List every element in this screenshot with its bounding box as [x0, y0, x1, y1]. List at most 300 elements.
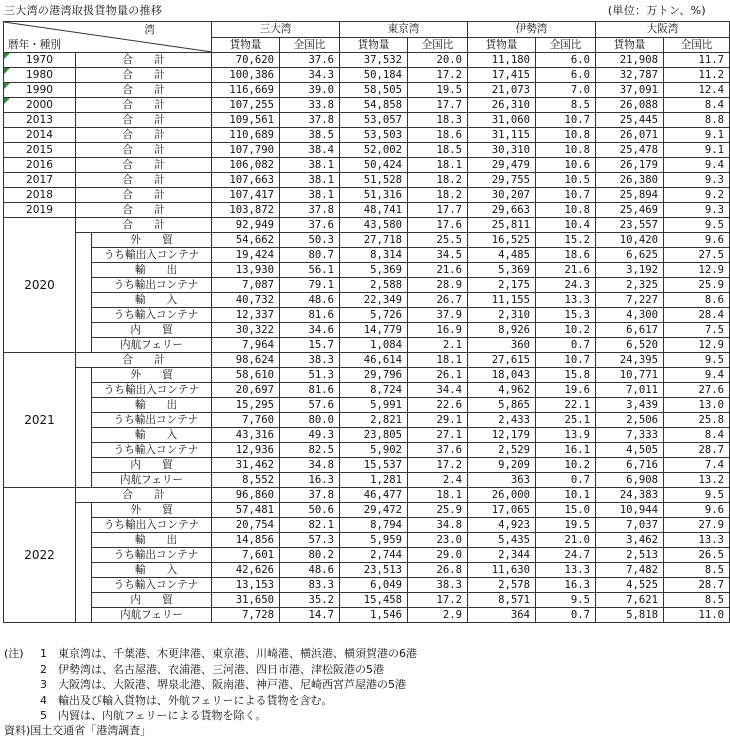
cell-share: 10.2 — [536, 323, 596, 338]
cell-volume: 7,601 — [212, 548, 280, 563]
year-cell — [4, 143, 76, 158]
table-row — [4, 98, 730, 113]
cell-share: 49.3 — [280, 428, 340, 443]
cell-volume: 20,697 — [212, 383, 280, 398]
cell-share: 25.9 — [664, 278, 730, 293]
cell-share: 8.8 — [664, 113, 730, 128]
cell-volume: 12,179 — [468, 428, 536, 443]
type-cell: 合 計 — [76, 188, 212, 203]
table-row — [4, 173, 730, 188]
type-cell: 内航フェリー — [92, 473, 212, 488]
cell-volume: 107,255 — [212, 98, 280, 113]
cell-volume: 7,964 — [212, 338, 280, 353]
cell-share: 57.3 — [280, 533, 340, 548]
source-note: 資料)国土交通省「港湾調査」 — [4, 724, 152, 737]
table-row — [4, 458, 730, 473]
cell-share: 18.6 — [408, 128, 468, 143]
cell-volume: 360 — [468, 338, 536, 353]
cell-volume: 15,295 — [212, 398, 280, 413]
cell-share: 10.8 — [536, 203, 596, 218]
cell-share: 33.8 — [280, 98, 340, 113]
indent-spacer-cell — [76, 368, 92, 488]
note-item — [4, 693, 417, 709]
cell-share: 27.1 — [408, 428, 468, 443]
cell-share: 25.8 — [664, 413, 730, 428]
cell-share: 7.0 — [536, 83, 596, 98]
cell-share: 8.4 — [664, 428, 730, 443]
cell-volume: 2,744 — [340, 548, 408, 563]
type-cell: うち輸出入コンテナ — [92, 518, 212, 533]
cell-volume: 7,728 — [212, 608, 280, 623]
cell-share: 8.5 — [664, 563, 730, 578]
cell-volume: 54,858 — [340, 98, 408, 113]
cell-volume: 15,458 — [340, 593, 408, 608]
cell-volume: 7,227 — [596, 293, 664, 308]
cell-share: 19.6 — [536, 383, 596, 398]
note-label: (注) — [4, 647, 24, 660]
type-cell: うち輸入コンテナ — [92, 308, 212, 323]
cell-share: 25.1 — [536, 413, 596, 428]
table-row — [4, 443, 730, 458]
cell-share: 16.3 — [536, 578, 596, 593]
cell-share: 34.6 — [280, 323, 340, 338]
type-cell: うち輸出コンテナ — [92, 413, 212, 428]
cell-volume: 2,175 — [468, 278, 536, 293]
cell-share: 50.3 — [280, 233, 340, 248]
cell-share: 9.2 — [664, 188, 730, 203]
year-label: 2014 — [26, 129, 53, 141]
unit-label: (単位：万トン、%) — [607, 4, 706, 17]
year-cell — [4, 128, 76, 143]
cell-share: 10.6 — [536, 158, 596, 173]
cell-share: 9.4 — [664, 158, 730, 173]
table-row — [4, 128, 730, 143]
cell-volume: 43,580 — [340, 218, 408, 233]
cell-share: 29.1 — [408, 413, 468, 428]
cell-share: 10.7 — [536, 113, 596, 128]
cell-share: 25.9 — [408, 503, 468, 518]
table-row — [4, 608, 730, 623]
cell-share: 6.0 — [536, 53, 596, 68]
cell-share: 81.6 — [280, 383, 340, 398]
cell-share: 10.4 — [536, 218, 596, 233]
cell-volume: 363 — [468, 473, 536, 488]
cell-share: 8.5 — [664, 593, 730, 608]
cell-share: 9.5 — [664, 218, 730, 233]
type-cell: 合 計 — [76, 143, 212, 158]
cell-volume: 70,620 — [212, 53, 280, 68]
type-cell: 合 計 — [76, 158, 212, 173]
cell-volume: 8,552 — [212, 473, 280, 488]
cell-share: 13.0 — [664, 398, 730, 413]
cell-volume: 26,071 — [596, 128, 664, 143]
table-row — [4, 203, 730, 218]
type-cell: 合 計 — [76, 113, 212, 128]
cell-volume: 2,506 — [596, 413, 664, 428]
cell-volume: 5,369 — [468, 263, 536, 278]
cell-share: 34.8 — [280, 458, 340, 473]
cell-share: 83.3 — [280, 578, 340, 593]
cell-share: 27.5 — [664, 248, 730, 263]
cell-volume: 17,065 — [468, 503, 536, 518]
cell-volume: 100,386 — [212, 68, 280, 83]
cell-share: 25.5 — [408, 233, 468, 248]
cell-volume: 29,663 — [468, 203, 536, 218]
year-cell — [4, 188, 76, 203]
year-label: 2019 — [26, 204, 53, 216]
cell-share: 16.3 — [280, 473, 340, 488]
cell-share: 2.1 — [408, 338, 468, 353]
type-cell: 輸 入 — [92, 293, 212, 308]
year-label: 2016 — [26, 159, 53, 171]
type-cell: 合 計 — [76, 128, 212, 143]
cell-share: 28.7 — [664, 578, 730, 593]
cell-share: 38.1 — [280, 188, 340, 203]
type-cell: 合 計 — [76, 173, 212, 188]
cell-share: 11.0 — [664, 608, 730, 623]
cell-volume: 2,513 — [596, 548, 664, 563]
cell-volume: 6,520 — [596, 338, 664, 353]
cell-volume: 31,650 — [212, 593, 280, 608]
table-row — [4, 338, 730, 353]
cell-volume: 53,057 — [340, 113, 408, 128]
cell-share: 17.7 — [408, 98, 468, 113]
year-cell — [4, 98, 76, 113]
table-row — [4, 263, 730, 278]
table-row — [4, 293, 730, 308]
type-cell: 輸 入 — [92, 428, 212, 443]
cell-share: 20.0 — [408, 53, 468, 68]
table-row — [4, 518, 730, 533]
cell-volume: 50,424 — [340, 158, 408, 173]
cell-share: 13.3 — [536, 293, 596, 308]
year-label: 2013 — [26, 114, 53, 126]
cell-volume: 25,811 — [468, 218, 536, 233]
cell-volume: 25,478 — [596, 143, 664, 158]
cell-share: 18.2 — [408, 188, 468, 203]
cell-share: 17.7 — [408, 203, 468, 218]
cell-flag-icon — [4, 53, 10, 59]
cell-volume: 1,281 — [340, 473, 408, 488]
cell-volume: 12,337 — [212, 308, 280, 323]
col-header-volume: 貨物量 — [212, 37, 280, 53]
note-text: 内貿は、内航フェリーによる貨物を除く。 — [58, 709, 267, 722]
table-row — [4, 353, 730, 368]
cell-share: 21.6 — [536, 263, 596, 278]
cell-share: 37.8 — [280, 203, 340, 218]
cell-share: 15.3 — [536, 308, 596, 323]
table-title: 三大湾の港湾取扱貨物量の推移 — [4, 4, 163, 17]
type-cell: 内 貿 — [92, 593, 212, 608]
cell-volume: 46,477 — [340, 488, 408, 503]
table-row — [4, 473, 730, 488]
col-header-share: 全国比 — [408, 37, 468, 53]
cell-volume: 48,741 — [340, 203, 408, 218]
cell-volume: 12,936 — [212, 443, 280, 458]
cell-share: 38.3 — [280, 353, 340, 368]
table-row — [4, 53, 730, 68]
type-cell: 合 計 — [76, 203, 212, 218]
cell-share: 9.4 — [664, 368, 730, 383]
cell-share: 15.0 — [536, 503, 596, 518]
cell-share: 18.1 — [408, 353, 468, 368]
cell-volume: 42,626 — [212, 563, 280, 578]
cell-share: 37.6 — [280, 218, 340, 233]
cell-volume: 3,462 — [596, 533, 664, 548]
cell-volume: 23,557 — [596, 218, 664, 233]
cell-share: 10.5 — [536, 173, 596, 188]
cell-share: 80.7 — [280, 248, 340, 263]
cell-volume: 53,503 — [340, 128, 408, 143]
cell-volume: 5,726 — [340, 308, 408, 323]
cell-share: 56.1 — [280, 263, 340, 278]
type-cell: 輸 入 — [92, 563, 212, 578]
table-row — [4, 398, 730, 413]
cell-share: 37.8 — [280, 113, 340, 128]
cell-volume: 25,894 — [596, 188, 664, 203]
cell-volume: 4,505 — [596, 443, 664, 458]
cell-share: 8.6 — [664, 293, 730, 308]
cell-volume: 6,716 — [596, 458, 664, 473]
cell-share: 34.5 — [408, 248, 468, 263]
cell-share: 9.1 — [664, 128, 730, 143]
cell-share: 21.6 — [408, 263, 468, 278]
notes-section — [4, 646, 417, 724]
cell-flag-icon — [4, 98, 10, 104]
note-text: 東京湾は、千葉港、木更津港、東京港、川崎港、横浜港、横須賀港の6港 — [58, 647, 417, 660]
cell-volume: 30,310 — [468, 143, 536, 158]
cell-volume: 4,923 — [468, 518, 536, 533]
cell-share: 48.6 — [280, 293, 340, 308]
note-text: 輸出及び輸入貨物は、外航フェリーによる貨物を含む。 — [58, 693, 333, 707]
cell-share: 7.4 — [664, 458, 730, 473]
cell-share: 19.5 — [408, 83, 468, 98]
cell-volume: 5,959 — [340, 533, 408, 548]
cell-volume: 109,561 — [212, 113, 280, 128]
note-number: 5 — [40, 709, 47, 722]
cell-volume: 8,724 — [340, 383, 408, 398]
cell-share: 9.5 — [536, 593, 596, 608]
cell-volume: 6,617 — [596, 323, 664, 338]
year-cell — [4, 68, 76, 83]
cell-volume: 8,926 — [468, 323, 536, 338]
cell-share: 28.9 — [408, 278, 468, 293]
cell-volume: 11,180 — [468, 53, 536, 68]
cell-volume: 51,528 — [340, 173, 408, 188]
cell-volume: 10,420 — [596, 233, 664, 248]
cell-share: 35.2 — [280, 593, 340, 608]
cell-share: 34.3 — [280, 68, 340, 83]
table-row — [4, 278, 730, 293]
cell-share: 12.9 — [664, 263, 730, 278]
table-row — [4, 323, 730, 338]
cell-share: 27.9 — [664, 518, 730, 533]
type-cell: 合 計 — [76, 53, 212, 68]
cell-share: 9.6 — [664, 233, 730, 248]
cell-share: 12.4 — [664, 83, 730, 98]
cell-volume: 11,155 — [468, 293, 536, 308]
cell-share: 7.5 — [664, 323, 730, 338]
cell-share: 80.0 — [280, 413, 340, 428]
type-cell: 合 計 — [76, 83, 212, 98]
cell-share: 10.2 — [536, 458, 596, 473]
cell-volume: 29,479 — [468, 158, 536, 173]
cell-volume: 14,779 — [340, 323, 408, 338]
cell-volume: 50,184 — [340, 68, 408, 83]
cell-flag-icon — [4, 83, 10, 89]
cell-share: 8.4 — [664, 98, 730, 113]
cell-volume: 58,505 — [340, 83, 408, 98]
type-cell: 輸 出 — [92, 533, 212, 548]
table-row — [4, 593, 730, 608]
cell-share: 17.2 — [408, 68, 468, 83]
cell-volume: 7,037 — [596, 518, 664, 533]
cell-share: 10.7 — [536, 353, 596, 368]
cell-volume: 2,529 — [468, 443, 536, 458]
cell-share: 26.1 — [408, 368, 468, 383]
note-text: 伊勢湾は、名古屋港、衣浦港、三河港、四日市港、津松阪港の5港 — [58, 662, 384, 676]
cell-share: 18.6 — [536, 248, 596, 263]
type-cell: 合 計 — [76, 488, 212, 503]
cell-volume: 3,192 — [596, 263, 664, 278]
note-number: 4 — [40, 693, 47, 707]
cell-volume: 92,949 — [212, 218, 280, 233]
cell-share: 15.8 — [536, 368, 596, 383]
year-block-cell: 2021 — [4, 353, 76, 488]
cell-share: 26.8 — [408, 563, 468, 578]
cell-share: 50.6 — [280, 503, 340, 518]
table-row — [4, 188, 730, 203]
cell-share: 24.3 — [536, 278, 596, 293]
year-label: 2000 — [26, 99, 53, 111]
cell-share: 2.9 — [408, 608, 468, 623]
type-cell: 輸 出 — [92, 398, 212, 413]
cell-share: 22.1 — [536, 398, 596, 413]
cell-share: 13.3 — [664, 533, 730, 548]
cell-volume: 30,207 — [468, 188, 536, 203]
cell-volume: 11,630 — [468, 563, 536, 578]
indent-spacer-cell — [76, 503, 92, 623]
cell-volume: 30,322 — [212, 323, 280, 338]
cell-share: 0.7 — [536, 338, 596, 353]
cell-volume: 364 — [468, 608, 536, 623]
year-label: 1990 — [26, 84, 53, 96]
cell-volume: 9,209 — [468, 458, 536, 473]
cell-share: 51.3 — [280, 368, 340, 383]
cell-volume: 54,662 — [212, 233, 280, 248]
cell-volume: 106,082 — [212, 158, 280, 173]
diag-bottom-label: 暦年・種別 — [8, 39, 61, 51]
table-row — [4, 308, 730, 323]
type-cell: うち輸出入コンテナ — [92, 248, 212, 263]
cell-share: 13.9 — [536, 428, 596, 443]
cell-volume: 57,481 — [212, 503, 280, 518]
cell-volume: 8,794 — [340, 518, 408, 533]
diagonal-header-cell — [4, 22, 212, 53]
cell-volume: 7,333 — [596, 428, 664, 443]
cell-volume: 10,771 — [596, 368, 664, 383]
cell-share: 80.2 — [280, 548, 340, 563]
cell-volume: 116,669 — [212, 83, 280, 98]
table-row — [4, 383, 730, 398]
cell-flag-icon — [4, 68, 10, 74]
col-header-share: 全国比 — [536, 37, 596, 53]
cell-volume: 37,532 — [340, 53, 408, 68]
cargo-volume-table — [3, 21, 730, 623]
cell-share: 38.1 — [280, 158, 340, 173]
cell-volume: 21,908 — [596, 53, 664, 68]
cell-share: 82.1 — [280, 518, 340, 533]
bay-header-sandai: 三大湾 — [212, 22, 340, 38]
cell-volume: 31,115 — [468, 128, 536, 143]
table-row — [4, 548, 730, 563]
cell-volume: 19,424 — [212, 248, 280, 263]
cell-volume: 1,546 — [340, 608, 408, 623]
cell-volume: 40,732 — [212, 293, 280, 308]
cell-share: 2.4 — [408, 473, 468, 488]
cell-volume: 103,872 — [212, 203, 280, 218]
header-row-bays — [4, 22, 730, 38]
type-cell: 輸 出 — [92, 263, 212, 278]
cell-share: 13.3 — [536, 563, 596, 578]
cell-share: 0.7 — [536, 608, 596, 623]
year-label: 1970 — [26, 54, 53, 66]
cell-share: 15.2 — [536, 233, 596, 248]
cell-volume: 37,091 — [596, 83, 664, 98]
type-cell: 外 貿 — [92, 368, 212, 383]
cell-volume: 107,663 — [212, 173, 280, 188]
cell-share: 37.6 — [280, 53, 340, 68]
cell-share: 10.8 — [536, 128, 596, 143]
cell-volume: 5,991 — [340, 398, 408, 413]
cell-volume: 4,962 — [468, 383, 536, 398]
cell-share: 38.5 — [280, 128, 340, 143]
cell-volume: 29,796 — [340, 368, 408, 383]
cell-volume: 24,395 — [596, 353, 664, 368]
cell-share: 19.5 — [536, 518, 596, 533]
cell-volume: 7,087 — [212, 278, 280, 293]
cell-volume: 5,369 — [340, 263, 408, 278]
table-row — [4, 68, 730, 83]
type-cell: 合 計 — [76, 353, 212, 368]
cell-volume: 15,537 — [340, 458, 408, 473]
cell-volume: 107,417 — [212, 188, 280, 203]
cell-volume: 96,860 — [212, 488, 280, 503]
table-row — [4, 533, 730, 548]
cell-share: 9.5 — [664, 353, 730, 368]
cell-volume: 6,625 — [596, 248, 664, 263]
cell-share: 23.0 — [408, 533, 468, 548]
cell-volume: 31,462 — [212, 458, 280, 473]
cell-share: 27.6 — [664, 383, 730, 398]
cell-share: 18.1 — [408, 488, 468, 503]
cell-share: 81.6 — [280, 308, 340, 323]
cell-volume: 2,588 — [340, 278, 408, 293]
cell-volume: 29,472 — [340, 503, 408, 518]
note-text: 大阪湾は、大阪港、堺泉北港、阪南港、神戸港、尼崎西宮芦屋港の5港 — [58, 678, 406, 691]
table-row — [4, 83, 730, 98]
cell-volume: 46,614 — [340, 353, 408, 368]
cell-volume: 26,310 — [468, 98, 536, 113]
type-cell: うち輸出コンテナ — [92, 548, 212, 563]
bay-header-ise: 伊勢湾 — [468, 22, 596, 38]
cell-share: 37.6 — [408, 443, 468, 458]
cell-share: 28.7 — [664, 443, 730, 458]
bay-header-osaka: 大阪湾 — [596, 22, 730, 38]
cell-share: 28.4 — [664, 308, 730, 323]
cell-share: 9.3 — [664, 203, 730, 218]
note-number: 1 — [40, 647, 47, 660]
